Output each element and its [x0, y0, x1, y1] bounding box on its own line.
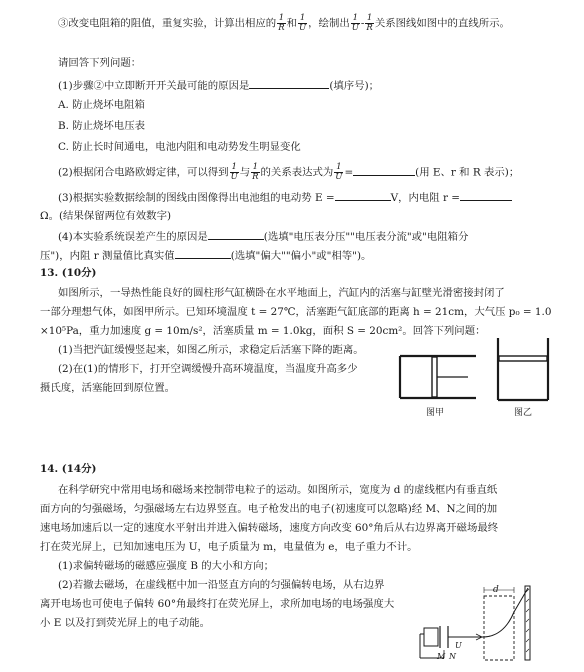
p14-line-2: 面方向的匀强磁场，匀强磁场左右边界竖直。电子枪发出的电子(初速度可以忽略)经 M、N之间的加 [40, 503, 498, 515]
p13-q2-cont: 摄氏度，活塞能回到原位置。 [40, 382, 176, 394]
label-u: U [455, 641, 462, 650]
p14-q2-cont-2: 小 E 以及打到荧光屏上的电子动能。 [40, 617, 211, 629]
p12-q4-cont: 压")，内阻 r 测量值比真实值 (选填"偏大""偏小"或"相等")。 [40, 250, 372, 262]
p14-q2-cont-1: 离开电场也可使电子偏转 60°角最终打在荧光屏上，求所加电场的电场强度大 [40, 598, 395, 610]
label-n: N [449, 652, 456, 661]
p14-line-1: 在科学研究中常用电场和磁场来控制带电粒子的运动。如图所示，宽度为 d 的虚线框内有垂直纸 [58, 484, 498, 496]
answer-blank [175, 248, 231, 259]
p13-line-2: 一部分理想气体，如图甲所示。已知环境温度 t = 27℃，活塞距气缸底部的距离 h = 21cm，大气压 p₀ = 1.0 [40, 306, 552, 318]
p14-q1: (1)求偏转磁场的磁感应强度 B 的大小和方向； [58, 560, 274, 572]
p13-q1: (1)当把汽缸缓慢竖起来，如图乙所示，求稳定后活塞下降的距离。 [58, 344, 364, 356]
p12-q2: (2)根据闭合电路欧姆定律，可以得到 $\frac{1}{U}$ 与 $\frac{1}{R}$ 的关系表达式为 $\frac{1}{U}$ = (用 E、r 和 R 表示)； [58, 162, 520, 182]
p13-q2: (2)在(1)的情形下，打开空调缓慢升高环境温度，当温度升高多少 [58, 363, 358, 375]
p12-q3-cont: Ω。(结果保留两位有效数字) [40, 210, 172, 222]
fraction: $\frac{1}{R}$ [252, 162, 259, 182]
answer-blank [460, 190, 512, 201]
answer-blank [208, 229, 264, 240]
figure-a-cylinder [398, 352, 478, 404]
p12-step3: ③改变电阻箱的阻值，重复实验，计算出相应的 $\frac{1}{R}$ 和 $\frac{1}{U}$ ，绘制出 $\frac{1}{U}$ - $\frac{1}{R}$ 关系图线如图中的直线所示。 [58, 13, 510, 33]
fraction: $\frac{1}{R}$ [278, 13, 285, 33]
p12-q1: (1)步骤②中立即断开开关最可能的原因是 (填序号)； [58, 80, 380, 92]
fraction: $\frac{1}{U}$ [335, 162, 343, 182]
p13-line-3: ×10⁵Pa，重力加速度 g = 10m/s²，活塞质量 m = 1.0kg，面积 S = 20cm²。回答下列问题： [40, 325, 486, 337]
p14-line-4: 打在荧光屏上，已知加速电压为 U，电子质量为 m，电量值为 e，电子重力不计。 [40, 541, 418, 553]
label-d: d [493, 585, 499, 595]
fraction: $\frac{1}{U}$ [299, 13, 307, 33]
p12-option-c: C. 防止长时间通电，电池内阻和电动势发生明显变化 [58, 141, 301, 153]
p12-q4: (4)本实验系统误差产生的原因是 (选填"电压表分压""电压表分流"或"电阻箱分 [58, 231, 469, 243]
p13-line-1: 如图所示，一导热性能良好的圆柱形气缸横卧在水平地面上，汽缸内的活塞与缸壁光滑密接封闭了 [58, 287, 505, 299]
figure-b-caption: 图乙 [514, 408, 533, 418]
p12-option-a: A. 防止烧坏电阻箱 [58, 99, 145, 111]
figure-a-caption: 图甲 [426, 408, 445, 418]
p14-heading: 14. (14分) [40, 463, 97, 475]
fraction: $\frac{1}{R}$ [366, 13, 373, 33]
fraction: $\frac{1}{U}$ [351, 13, 359, 33]
p12-prompt: 请回答下列问题： [58, 57, 142, 69]
p13-heading: 13. (10分) [40, 267, 97, 279]
p14-line-3: 速电场加速后以一定的速度水平射出并进入偏转磁场，速度方向改变 60°角后从右边界离开磁场最终 [40, 522, 499, 534]
answer-blank [353, 165, 415, 176]
answer-blank [249, 78, 329, 89]
fraction: $\frac{1}{U}$ [230, 162, 238, 182]
p12-q3: (3)根据实验数据绘制的图线由图像得出电池组的电动势 E = V，内电阻 r = [58, 190, 512, 205]
p14-q2: (2)若撤去磁场，在虚线框中加一沿竖直方向的匀强偏转电场，从右边界 [58, 579, 385, 591]
p12-option-b: B. 防止烧坏电压表 [58, 120, 145, 132]
figure-b-cylinder [494, 336, 552, 404]
answer-blank [335, 190, 391, 201]
label-m: M [437, 652, 446, 661]
